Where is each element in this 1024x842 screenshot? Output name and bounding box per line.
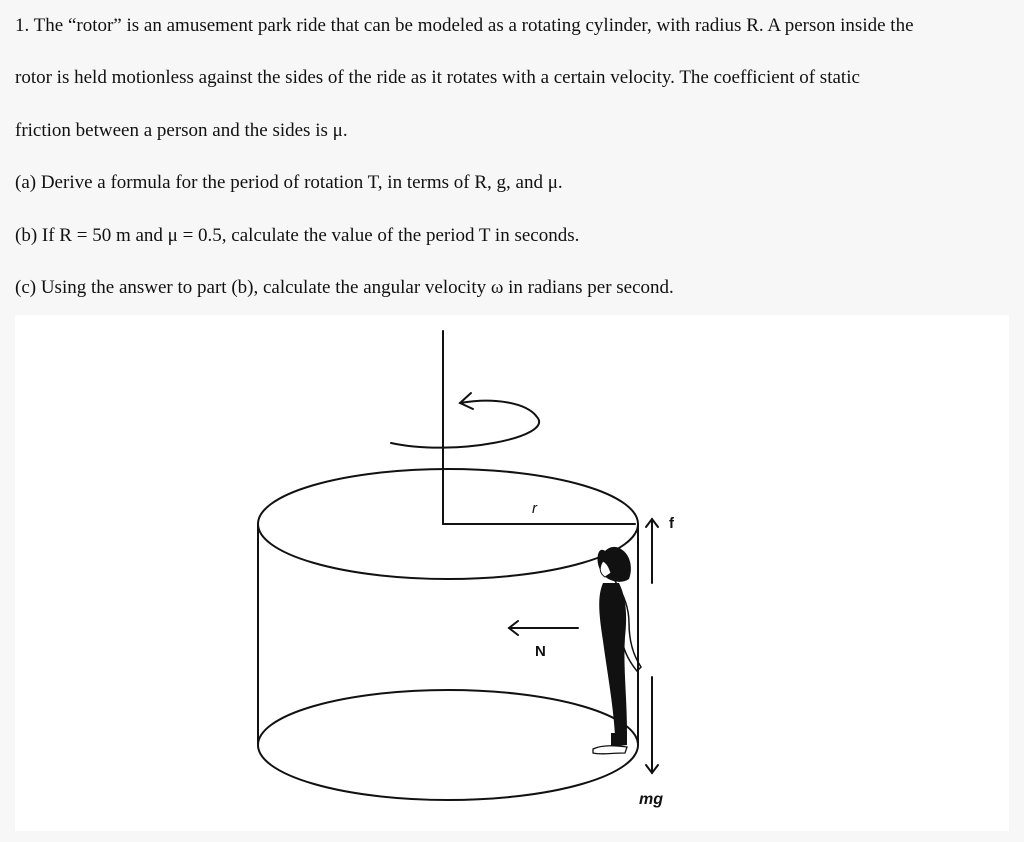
problem-statement-line-1: 1. The “rotor” is an amusement park ride that can be modeled as a rotating cylinder, with radius R. A person inside the	[15, 15, 914, 36]
question-part-c: (c) Using the answer to part (b), calculate the angular velocity ω in radians per second.	[15, 277, 674, 298]
weight-label: mg	[639, 791, 663, 808]
problem-statement-line-2: rotor is held motionless against the sides of the ride as it rotates with a certain velocity. The coefficient of static	[15, 67, 860, 88]
question-part-b: (b) If R = 50 m and μ = 0.5, calculate the value of the period T in seconds.	[15, 225, 580, 246]
person-figure	[593, 547, 641, 754]
normal-force-label: N	[535, 643, 546, 660]
radius-label: r	[532, 500, 537, 517]
problem-statement-line-3: friction between a person and the sides is μ.	[15, 120, 348, 141]
rotation-arrow	[391, 401, 539, 448]
cylinder-bottom-ellipse	[258, 690, 638, 800]
rotor-diagram-svg	[15, 315, 1009, 831]
rotor-diagram	[15, 315, 1009, 831]
question-part-a: (a) Derive a formula for the period of rotation T, in terms of R, g, and μ.	[15, 172, 563, 193]
friction-label: f	[669, 515, 674, 532]
